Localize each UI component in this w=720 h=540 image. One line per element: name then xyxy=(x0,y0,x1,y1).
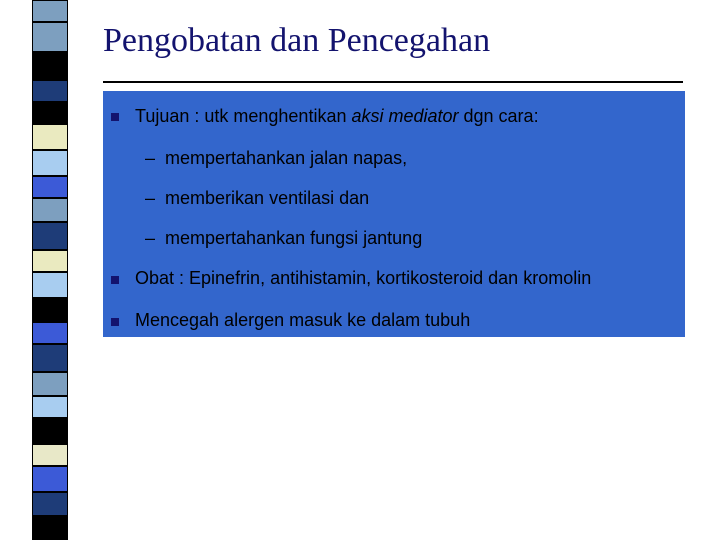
sub-item-text: mempertahankan jalan napas, xyxy=(165,148,408,168)
decorative-stripe xyxy=(32,80,68,102)
decorative-stripe xyxy=(32,222,68,250)
dash-icon: – xyxy=(145,148,156,168)
decorative-stripe-bar xyxy=(32,0,68,540)
decorative-stripe xyxy=(32,102,68,124)
decorative-stripe xyxy=(32,176,68,198)
item-text-italic: aksi mediator xyxy=(351,106,459,126)
bullet-icon xyxy=(111,113,119,121)
decorative-stripe xyxy=(32,466,68,492)
decorative-stripe xyxy=(32,124,68,150)
item-text: dgn cara: xyxy=(458,106,539,126)
sub-item-text: mempertahankan fungsi jantung xyxy=(165,228,423,248)
bullet-item-tujuan xyxy=(135,106,539,127)
bullet-icon xyxy=(111,276,119,284)
decorative-stripe xyxy=(32,298,68,322)
bullet-item-mencegah: Mencegah alergen masuk ke dalam tubuh xyxy=(135,310,471,330)
decorative-stripe xyxy=(32,22,68,52)
decorative-stripe xyxy=(32,150,68,176)
sub-item-ventilasi xyxy=(145,188,369,209)
decorative-stripe xyxy=(32,52,68,80)
dash-icon: – xyxy=(145,188,156,208)
bullet-item-obat: Obat : Epinefrin, antihistamin, kortikosteroid dan kromolin xyxy=(135,268,592,288)
sub-item-fungsi-jantung xyxy=(145,228,422,249)
decorative-stripe xyxy=(32,418,68,444)
item-text: Tujuan : utk menghentikan xyxy=(135,106,352,126)
decorative-stripe xyxy=(32,372,68,396)
content-box xyxy=(103,91,685,337)
decorative-stripe xyxy=(32,272,68,298)
decorative-stripe xyxy=(32,344,68,372)
decorative-stripe xyxy=(32,198,68,222)
bullet-icon xyxy=(111,318,119,326)
title-underline xyxy=(103,81,683,83)
decorative-stripe xyxy=(32,492,68,516)
sub-item-jalan-napas xyxy=(145,148,407,169)
decorative-stripe xyxy=(32,444,68,466)
decorative-stripe xyxy=(32,396,68,418)
slide-title: Pengobatan dan Pencegahan xyxy=(103,22,491,59)
decorative-stripe xyxy=(32,322,68,344)
sub-item-text: memberikan ventilasi dan xyxy=(165,188,370,208)
decorative-stripe xyxy=(32,0,68,22)
decorative-stripe xyxy=(32,516,68,538)
dash-icon: – xyxy=(145,228,156,248)
decorative-stripe xyxy=(32,250,68,272)
